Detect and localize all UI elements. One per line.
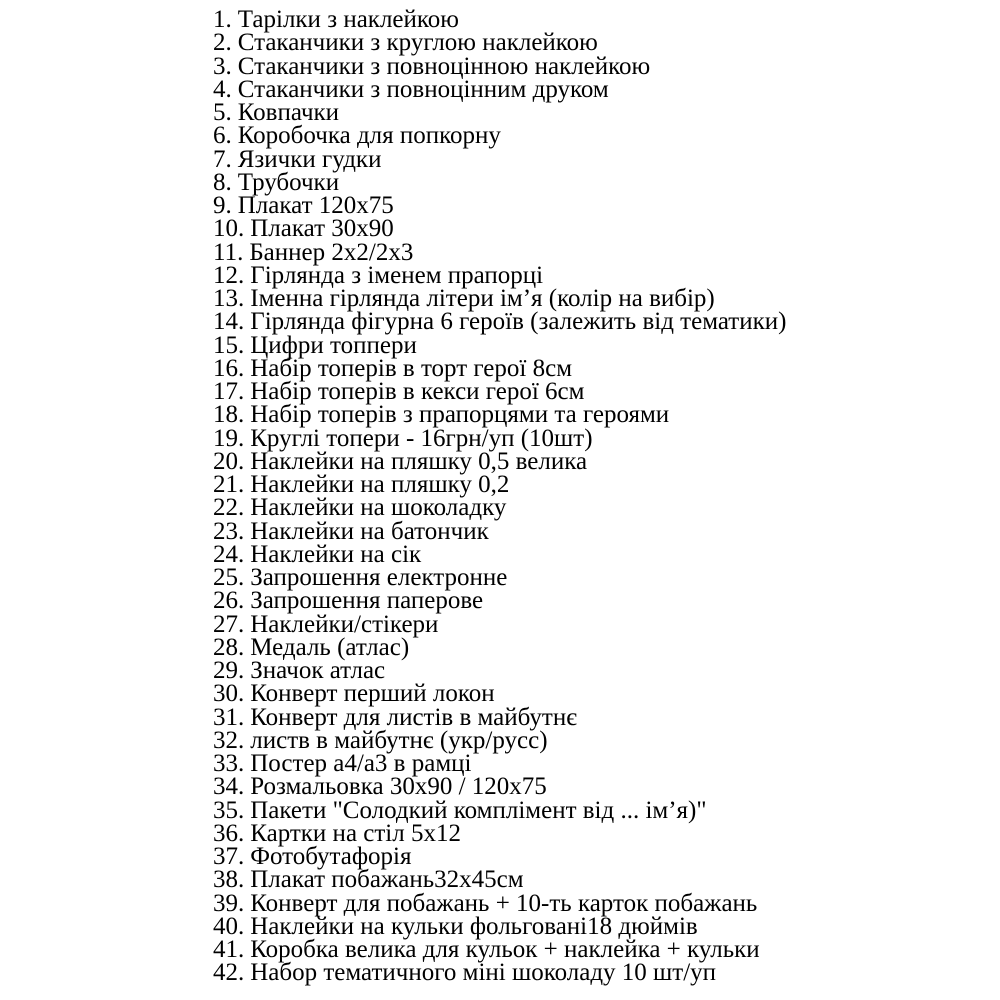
list-item [213, 447, 993, 475]
list-item [213, 912, 993, 940]
item-number: 11. [213, 238, 244, 266]
list-item [213, 796, 993, 824]
item-number: 5. [213, 99, 232, 126]
item-text: Розмальовка 30х90 / 120х75 [250, 773, 547, 801]
list-item [213, 354, 993, 382]
item-number: 21. [213, 471, 245, 498]
list-item [213, 75, 993, 103]
item-text: Наклейки на сік [250, 540, 422, 568]
item-text: Плакат 120х75 [237, 192, 394, 219]
list-item [213, 959, 993, 987]
list-item [213, 473, 993, 496]
item-text: Наклейки на пляшку 0,5 велика [250, 447, 588, 475]
item-number: 37. [213, 843, 245, 870]
item-number: 36. [213, 819, 245, 847]
item-text: Трубочки [237, 168, 340, 196]
item-text: Коробочка для попкорну [237, 122, 501, 150]
item-text: Цифри топпери [250, 331, 417, 359]
item-number: 16. [213, 354, 245, 382]
list-item [213, 29, 993, 57]
document-page [213, 8, 993, 985]
item-text: Наклейки на кульки фольговані18 дюймів [250, 912, 698, 940]
item-text: Наклейки на шоколадку [250, 494, 507, 522]
item-text: Гірлянда фігурна 6 героїв (залежить від тематики) [250, 308, 787, 336]
item-number: 26. [213, 587, 245, 615]
item-number: 38. [213, 866, 245, 894]
item-text: Пакети "Солодкий комплімент від ... ім’я)" [250, 796, 707, 824]
item-number: 32. [213, 726, 245, 754]
item-number: 20. [213, 447, 245, 475]
item-number: 29. [213, 657, 245, 684]
list-item [213, 703, 993, 731]
list-item [213, 773, 993, 801]
item-text: Тарілки з наклейкою [237, 6, 459, 33]
item-number: 25. [213, 564, 245, 591]
item-number: 24. [213, 540, 245, 568]
item-number: 8. [213, 168, 232, 196]
item-text: Фотобутафорія [250, 843, 412, 870]
list-item [213, 845, 993, 868]
item-text: Запрошення паперове [250, 587, 484, 615]
item-number: 28. [213, 633, 245, 661]
item-text: Стаканчики з круглою наклейкою [237, 29, 598, 57]
item-number: 39. [213, 889, 245, 917]
item-text: Коробка велика для кульок + наклейка + кульки [250, 936, 760, 963]
list-item [213, 52, 993, 80]
item-text: Іменна гірлянда літери ім’я (колір на вибір) [250, 285, 715, 312]
item-number: 15. [213, 331, 245, 359]
list-item [213, 308, 993, 336]
item-number: 4. [213, 75, 232, 103]
item-text: Значок атлас [250, 657, 386, 684]
item-number: 9. [213, 192, 232, 219]
item-number: 2. [213, 29, 232, 57]
item-text: Плакат 30х90 [250, 215, 394, 243]
list-item [213, 424, 993, 452]
list-item [213, 752, 993, 775]
item-number: 30. [213, 680, 245, 708]
list-item [213, 680, 993, 708]
item-number: 22. [213, 494, 245, 522]
list-item [213, 168, 993, 196]
list-item [213, 610, 993, 638]
list-item [213, 587, 993, 615]
item-text: Гірлянда з іменем прапорці [250, 261, 544, 289]
item-text: Баннер 2х2/2х3 [249, 238, 414, 266]
item-number: 34. [213, 773, 245, 801]
item-text: Набір топерів в торт герої 8см [250, 354, 573, 382]
item-number: 6. [213, 122, 232, 150]
list-item [213, 380, 993, 403]
list-item [213, 494, 993, 522]
list-item [213, 938, 993, 961]
item-number: 18. [213, 401, 245, 429]
item-number: 42. [213, 959, 245, 987]
list-item [213, 566, 993, 589]
item-text: Наклейки на батончик [250, 517, 489, 545]
item-number: 33. [213, 750, 245, 777]
item-number: 14. [213, 308, 245, 336]
list-item [213, 8, 993, 31]
item-number: 12. [213, 261, 245, 289]
item-number: 19. [213, 424, 245, 452]
list-item [213, 819, 993, 847]
item-number: 1. [213, 6, 232, 33]
item-number: 7. [213, 145, 232, 173]
list-item [213, 238, 993, 266]
item-number: 27. [213, 610, 245, 638]
item-text: листв в майбутнє (укр/русс) [250, 726, 548, 754]
item-text: Медаль (атлас) [250, 633, 410, 661]
list-item [213, 145, 993, 173]
list-item [213, 261, 993, 289]
item-text: Набір топерів в кекси герої 6см [250, 378, 585, 405]
item-text: Плакат побажань32х45см [250, 866, 524, 894]
item-text: Наклейки на пляшку 0,2 [250, 471, 510, 498]
list-item [213, 540, 993, 568]
item-number: 23. [213, 517, 245, 545]
item-list [213, 8, 993, 985]
item-number: 35. [213, 796, 245, 824]
item-text: Стаканчики з повноцінною наклейкою [237, 52, 651, 80]
item-text: Круглі топери - 16грн/уп (10шт) [250, 424, 593, 452]
list-item [213, 726, 993, 754]
list-item [213, 633, 993, 661]
item-text: Конверт для листів в майбутнє [250, 703, 577, 731]
list-item [213, 194, 993, 217]
list-item [213, 287, 993, 310]
item-text: Наклейки/стікери [250, 610, 439, 638]
item-text: Картки на стіл 5х12 [250, 819, 461, 847]
list-item [213, 866, 993, 894]
list-item [213, 889, 993, 917]
item-number: 41. [213, 936, 245, 963]
list-item [213, 122, 993, 150]
item-text: Конверт для побажань + 10-ть карток побажань [250, 889, 758, 917]
list-item [213, 331, 993, 359]
list-item [213, 401, 993, 429]
item-text: Набор тематичного міні шоколаду 10 шт/уп [250, 959, 717, 987]
item-text: Запрошення електронне [250, 564, 508, 591]
item-number: 17. [213, 378, 245, 405]
item-number: 3. [213, 52, 232, 80]
item-number: 10. [213, 215, 245, 243]
item-text: Язички гудки [237, 145, 382, 173]
item-text: Постер а4/а3 в рамці [250, 750, 472, 777]
list-item [213, 101, 993, 124]
item-number: 31. [213, 703, 245, 731]
item-text: Стаканчики з повноцінним друком [237, 75, 609, 103]
list-item [213, 215, 993, 243]
item-text: Конверт перший локон [250, 680, 495, 708]
list-item [213, 659, 993, 682]
item-number: 13. [213, 285, 245, 312]
item-text: Ковпачки [237, 99, 340, 126]
list-item [213, 517, 993, 545]
item-text: Набір топерів з прапорцями та героями [250, 401, 670, 429]
item-number: 40. [213, 912, 245, 940]
